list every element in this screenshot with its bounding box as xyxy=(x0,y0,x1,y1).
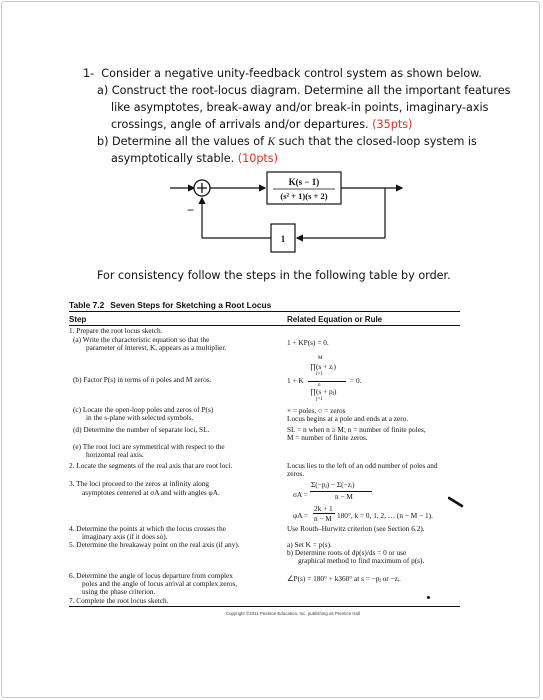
rule-1b-bottom-limit-den: j=1 xyxy=(316,397,323,402)
rule-2-line-2: zeros. xyxy=(287,469,305,478)
stray-mark xyxy=(448,496,464,508)
step-1e-line-1: (e) The root loci are symmetrical with respect to the xyxy=(73,442,225,451)
step-3-line-1: 3. The loci proceed to the zeros at infinity along xyxy=(69,479,210,488)
problem-stem: 1- Consider a negative unity-feedback control system as shown below. xyxy=(83,67,482,80)
step-4-line-2: imaginary axis (if it does so). xyxy=(82,532,168,541)
stray-dot xyxy=(427,596,430,599)
step-5: 5. Determine the breakaway point on the real axis (if any). xyxy=(69,540,240,549)
rule-3-phi-denominator: n − M xyxy=(314,514,332,523)
rule-3-phi-lhs: φA = xyxy=(293,511,309,520)
rule-1b-top-limit-den: n xyxy=(318,383,321,388)
step-3-line-2: asymptotes centered at σA and with angles φA. xyxy=(82,488,220,497)
step-1a-line-2: parameter of interest, K, appears as a multiplier. xyxy=(86,343,227,352)
step-1b: (b) Factor P(s) in terms of n poles and M zeros. xyxy=(73,375,212,384)
col-header-step: Step xyxy=(69,315,87,324)
step-6-line-2: poles and the angle of locus arrival at complex zeros, xyxy=(82,579,238,588)
rule-3-sigma-numerator: Σ(−pⱼ) − Σ(−zᵢ) xyxy=(311,480,355,489)
rule-1b-fraction-bar xyxy=(308,381,346,382)
rule-3-sigma-denominator: n − M xyxy=(335,492,353,501)
part-a-line-3: crossings, angle of arrivals and/or departures. (35pts) xyxy=(111,118,413,131)
rule-1b-top-limit: M xyxy=(318,356,323,361)
rule-1c-line-2: Locus begins at a pole and ends at a zero. xyxy=(287,414,409,423)
part-a-line-1: a) Construct the root-locus diagram. Determine all the important features xyxy=(97,84,511,97)
part-b-line-2: asymptotically stable. (10pts) xyxy=(111,152,279,165)
rule-1d-line-1: SL = n when n ≥ M; n = number of finite poles, xyxy=(287,425,426,434)
instruction: For consistency follow the steps in the following table by order. xyxy=(97,269,451,282)
rule-1b-tail: = 0. xyxy=(350,376,362,385)
step-7: 7. Complete the root locus sketch. xyxy=(69,596,169,605)
part-b-line-1: b) Determine all the values of K such that the closed-loop system is xyxy=(97,135,477,148)
rule-1b-bottom-limit: i=1 xyxy=(316,372,323,377)
copyright-notice: Copyright ©2011 Pearson Education, Inc. publishing as Prentice Hall xyxy=(226,611,361,616)
rule-1d-line-2: M = number of finite zeros. xyxy=(287,433,368,442)
forward-numerator: K(s − 1) xyxy=(288,177,320,187)
feedback-gain: 1 xyxy=(280,234,286,244)
rule-1a: 1 + KP(s) = 0. xyxy=(287,338,329,347)
rule-3-phi-numerator: 2k + 1 xyxy=(314,504,333,513)
rule-1b-head: 1 + K xyxy=(287,376,304,385)
rule-3-sigma-lhs: σA = xyxy=(293,490,308,499)
forward-denominator: (s² + 1)(s + 2) xyxy=(280,191,328,201)
part-a-points: (35pts) xyxy=(372,118,413,131)
rule-1b-numerator: ∏(s + zᵢ) xyxy=(310,362,336,371)
step-1e-line-2: horizontal real axis. xyxy=(86,450,144,459)
step-4-line-1: 4. Determine the points at which the locus crosses the xyxy=(69,524,226,533)
summing-junction xyxy=(194,180,210,196)
rule-4: Use Routh–Hurwitz criterion (see Section 6.2). xyxy=(287,524,425,533)
step-6-line-1: 6. Determine the angle of locus departure from complex xyxy=(69,571,233,580)
step-6-line-3: using the phase criterion. xyxy=(82,587,156,596)
block-diagram xyxy=(170,168,430,268)
table-top-rule xyxy=(69,311,460,312)
table-bottom-rule xyxy=(69,606,460,607)
step-1a-line-1: (a) Write the characteristic equation so that the xyxy=(73,335,210,344)
part-b-points: (10pts) xyxy=(237,152,279,165)
rule-6: ∠P(s) = 180° + k360° at s = −pⱼ or −zᵢ. xyxy=(287,574,401,583)
rule-2-line-1: Locus lies to the left of an odd number of poles and xyxy=(287,461,438,470)
step-1: 1. Prepare the root locus sketch. xyxy=(69,326,163,335)
col-header-rule: Related Equation or Rule xyxy=(287,315,383,324)
rule-5-line-1: a) Set K = p(s). xyxy=(287,540,332,549)
step-1d: (d) Determine the number of separate loci, SL. xyxy=(73,425,210,434)
step-1c-line-1: (c) Locate the open-loop poles and zeros of P(s) xyxy=(73,405,214,414)
step-2: 2. Locate the segments of the real axis that are root loci. xyxy=(69,461,233,470)
summer-minus: − xyxy=(187,203,195,217)
rule-3-phi-tail: 180°, k = 0, 1, 2, … (n − M − 1). xyxy=(337,511,433,520)
rule-5-line-2: b) Determine roots of dp(s)/ds = 0 or use xyxy=(287,548,407,557)
rule-5-line-3: graphical method to find maximum of p(s). xyxy=(298,556,425,565)
rule-1c-line-1: × = poles, ○ = zeros xyxy=(287,406,346,415)
table-title: Table 7.2 Seven Steps for Sketching a Root Locus xyxy=(69,300,272,310)
rule-1b-denominator: ∏(s + pⱼ) xyxy=(310,387,337,396)
part-a-line-2: like asymptotes, break-away and/or break-in points, imaginary-axis xyxy=(111,101,489,114)
step-1c-line-2: in the s-plane with selected symbols. xyxy=(86,413,194,422)
